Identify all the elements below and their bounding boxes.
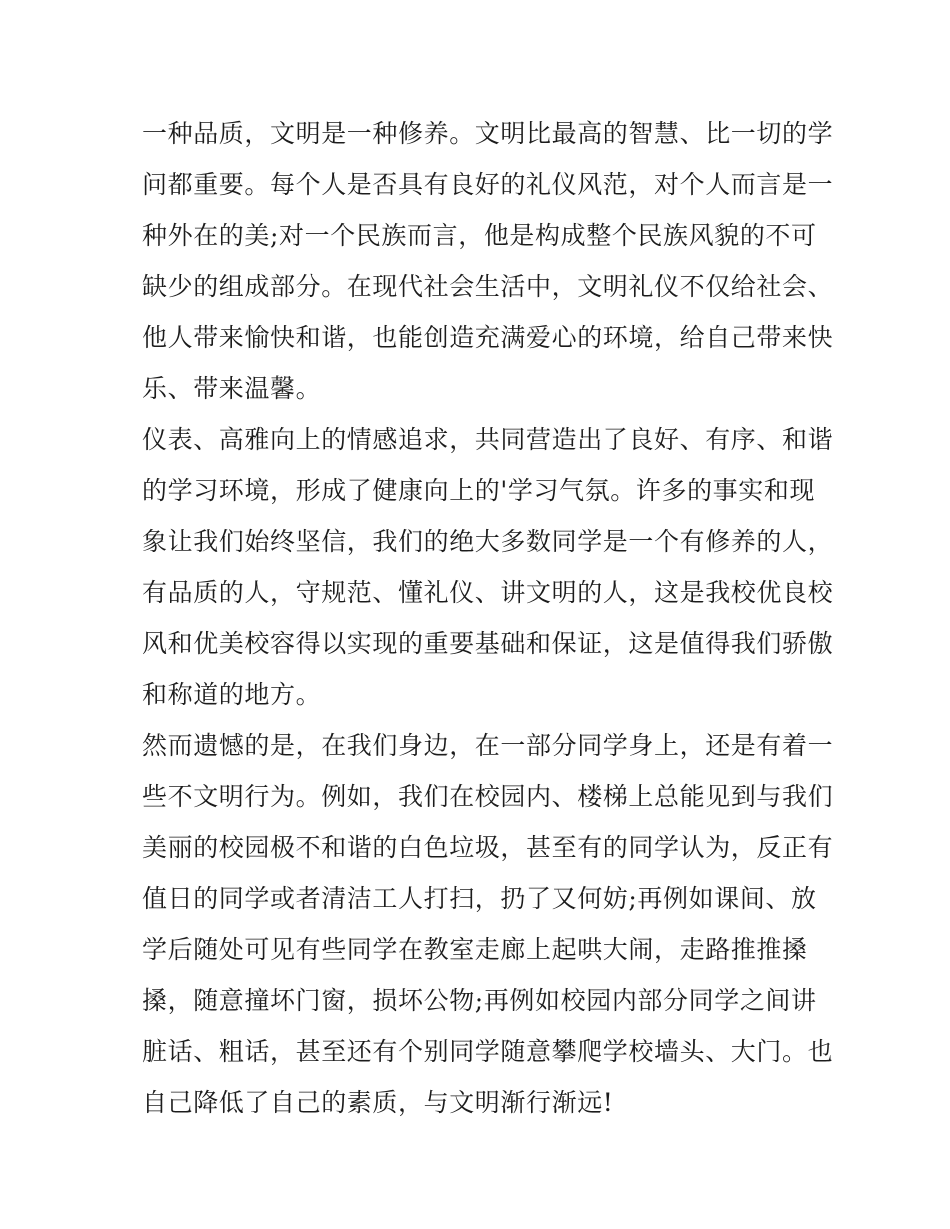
text-line: 些不文明行为。例如，我们在校园内、楼梯上总能见到与我们 (142, 782, 834, 811)
paragraph-1 (142, 108, 834, 414)
text-line: 美丽的校园极不和谐的白色垃圾，甚至有的同学认为，反正有 (142, 833, 834, 862)
text-line: 脏话、粗话，甚至还有个别同学随意攀爬学校墙头、大门。也 (142, 1037, 834, 1066)
text-line: 有品质的人，守规范、懂礼仪、讲文明的人，这是我校优良校 (142, 578, 834, 607)
text-line: 然而遗憾的是，在我们身边，在一部分同学身上，还是有着一 (142, 731, 834, 760)
text-line: 象让我们始终坚信，我们的绝大多数同学是一个有修养的人， (142, 527, 834, 556)
document-body (142, 108, 834, 1128)
text-line: 学后随处可见有些同学在教室走廊上起哄大闹，走路推推搡 (142, 935, 808, 964)
text-line: 缺少的组成部分。在现代社会生活中，文明礼仪不仅给社会、 (142, 272, 834, 301)
text-line: 一种品质，文明是一种修养。文明比最高的智慧、比一切的学 (142, 119, 834, 148)
text-line: 和称道的地方。 (142, 680, 322, 709)
text-line: 自己降低了自己的素质，与文明渐行渐远! (142, 1088, 614, 1117)
text-line: 乐、带来温馨。 (142, 374, 322, 403)
paragraph-2 (142, 414, 834, 720)
text-line: 仪表、高雅向上的情感追求，共同营造出了良好、有序、和谐 (142, 425, 834, 454)
paragraph-3 (142, 720, 834, 1128)
text-line: 的学习环境，形成了健康向上的'学习气氛。许多的事实和现 (142, 476, 816, 505)
text-line: 他人带来愉快和谐，也能创造充满爱心的环境，给自己带来快 (142, 323, 834, 352)
text-line: 种外在的美;对一个民族而言，他是构成整个民族风貌的不可 (142, 221, 817, 250)
text-line: 搡，随意撞坏门窗，损坏公物;再例如校园内部分同学之间讲 (142, 986, 817, 1015)
text-line: 风和优美校容得以实现的重要基础和保证，这是值得我们骄傲 (142, 629, 834, 658)
text-line: 问都重要。每个人是否具有良好的礼仪风范，对个人而言是一 (142, 170, 834, 199)
text-line: 值日的同学或者清洁工人打扫，扔了又何妨;再例如课间、放 (142, 884, 817, 913)
